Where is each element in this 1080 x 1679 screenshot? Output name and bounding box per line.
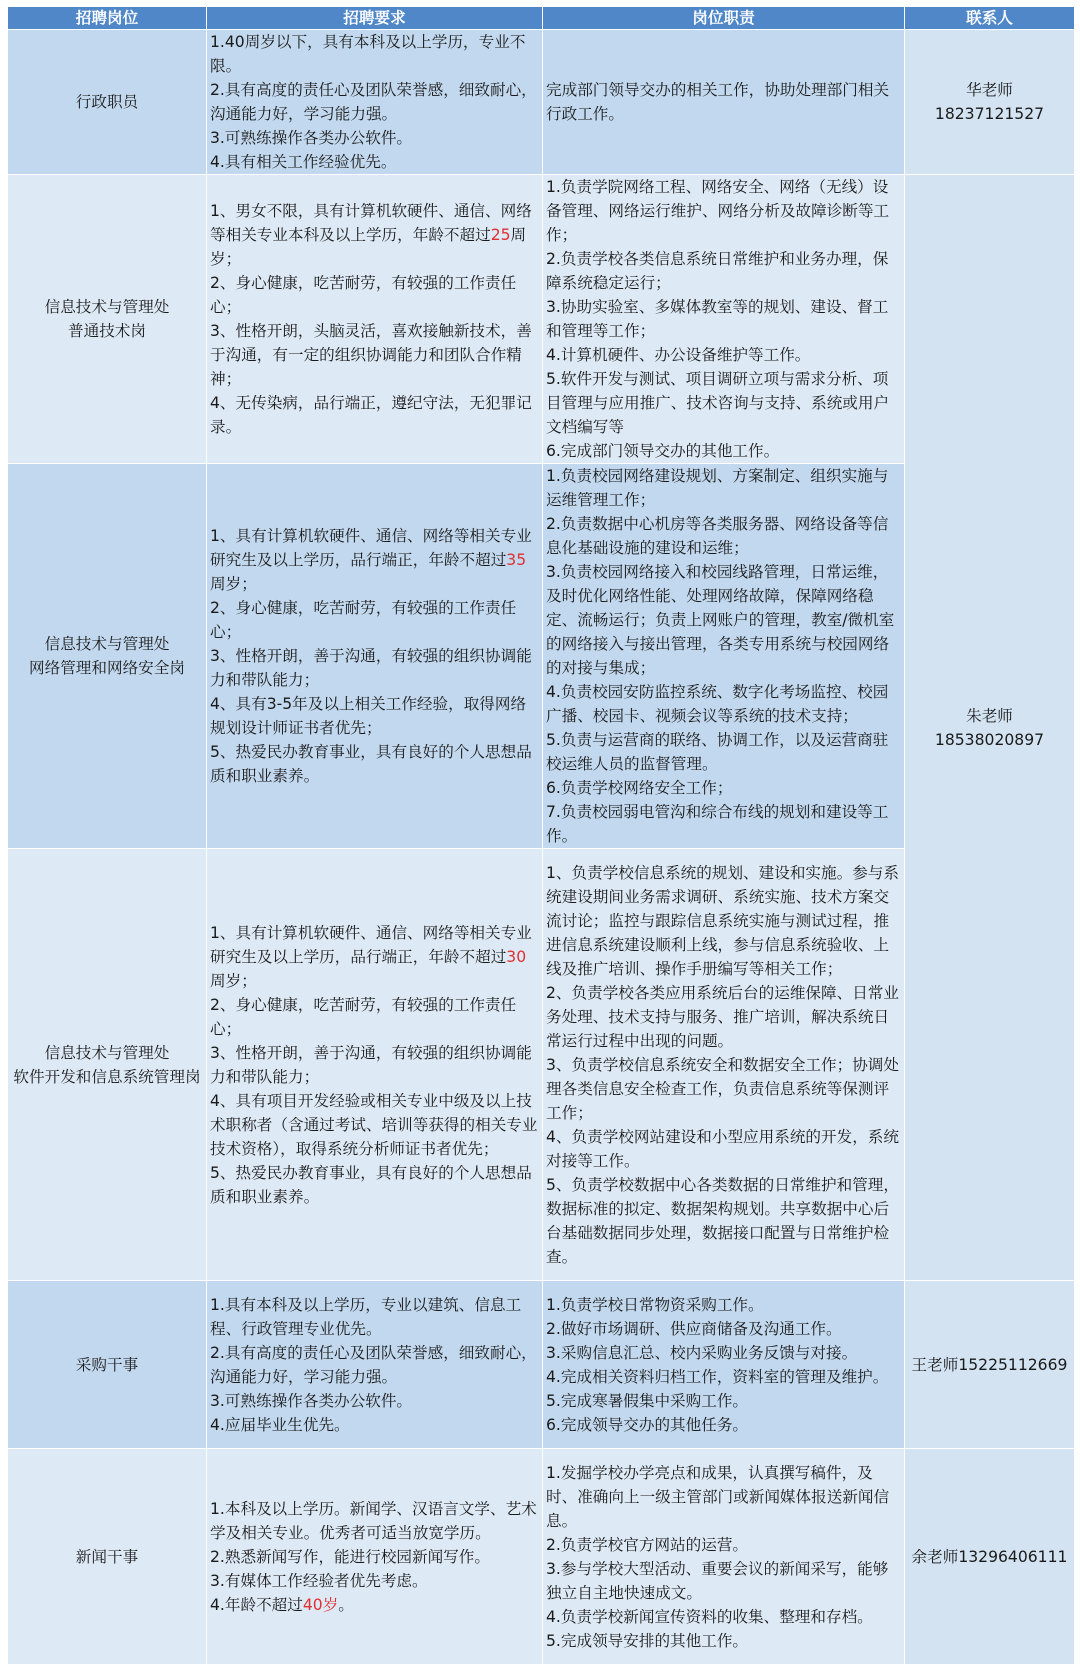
duties-line: 7.负责校园弱电管沟和综合布线的规划和建设等工作。: [546, 803, 889, 845]
requirements-line: [210, 524, 539, 596]
duties-line: 完成部门领导交办的相关工作，协助处理部门相关行政工作。: [546, 81, 890, 123]
requirements-line: 2.熟悉新闻写作，能进行校园新闻写作。: [210, 1547, 490, 1566]
requirements-line: 3、性格开朗，善于沟通，有较强的组织协调能力和带队能力；: [210, 647, 532, 689]
duties-cell: [543, 1449, 905, 1665]
duties-line: 6.完成部门领导交办的其他工作。: [546, 442, 780, 460]
requirements-cell: [207, 1449, 543, 1665]
duties-line: 3.参与学校大型活动、重要会议的新闻采写，能够独立自主地快速成文。: [546, 1559, 889, 1602]
duties-line: 1、负责学校信息系统的规划、建设和实施。参与系统建设期间业务需求调研、系统实施、技术方案交流讨论；监控与跟踪信息系统实施与测试过程，推进信息系统建设顺利上线，参与信息系统验收、上线及推广培训、操作手册编写等相关工作；: [546, 863, 899, 978]
requirement-text: 周岁；: [210, 226, 527, 268]
duties-cell: [543, 464, 905, 849]
recruitment-table: [7, 6, 1075, 1665]
header-position: 招聘岗位: [8, 7, 207, 30]
contact-cell: [905, 1449, 1075, 1665]
duties-line: 4、负责学校网站建设和小型应用系统的开发，系统对接等工作。: [546, 1127, 899, 1170]
position-line: 网络管理和网络安全岗: [29, 659, 185, 677]
table-row: [8, 175, 1075, 464]
requirement-text: 1、具有计算机软硬件、通信、网络等相关专业研究生及以上学历，品行端正，年龄不超过: [210, 923, 532, 966]
contact-line: 18237121527: [934, 105, 1045, 123]
requirements-cell: [207, 30, 543, 175]
requirements-line: 3.可熟练操作各类办公软件。: [210, 129, 413, 147]
duties-line: 5.完成领导安排的其他工作。: [546, 1631, 749, 1650]
requirements-line: 4.具有相关工作经验优先。: [210, 153, 397, 171]
header-requirements: 招聘要求: [207, 7, 543, 30]
contact-line: 华老师: [966, 81, 1013, 99]
requirements-line: 3、性格开朗，善于沟通，有较强的组织协调能力和带队能力；: [210, 1043, 532, 1086]
duties-line: 5.负责与运营商的联络、协调工作，以及运营商驻校运维人员的监督管理。: [546, 731, 889, 773]
position-line: 信息技术与管理处: [44, 635, 170, 653]
requirements-cell: [207, 849, 543, 1281]
requirements-line: 2、身心健康，吃苦耐劳，有较强的工作责任心；: [210, 995, 517, 1038]
requirement-text: 。: [338, 1595, 354, 1614]
duties-line: 6.负责学校网络安全工作；: [546, 779, 733, 797]
contact-line: 朱老师: [966, 706, 1013, 725]
requirement-text: 4.年龄不超过: [210, 1595, 303, 1614]
requirement-text: 周岁；: [210, 971, 257, 990]
requirements-line: 3.可熟练操作各类办公软件。: [210, 1391, 413, 1410]
duties-line: 4.完成相关资料归档工作，资料室的管理及维护。: [546, 1367, 889, 1386]
duties-cell: [543, 849, 905, 1281]
duties-line: 2.负责学校各类信息系统日常维护和业务办理，保障系统稳定运行；: [546, 250, 889, 292]
requirements-cell: [207, 175, 543, 464]
table-row: [8, 1281, 1075, 1449]
requirement-text: 1、具有计算机软硬件、通信、网络等相关专业研究生及以上学历，品行端正，年龄不超过: [210, 527, 532, 569]
requirements-line: [210, 921, 539, 993]
duties-line: 3.负责校园网络接入和校园线路管理，日常运维，及时优化网络性能、处理网络故障，保障网络稳定、流畅运行；负责上网账户的管理，教室/微机室的网络接入与接出管理，各类专用系统与校园网络的对接与集成；: [546, 563, 895, 677]
requirement-text: 1、男女不限，具有计算机软硬件、通信、网络等相关专业本科及以上学历，年龄不超过: [210, 202, 532, 244]
position-line: 行政职员: [75, 93, 139, 111]
requirements-line: 4、无传染病，品行端正，遵纪守法，无犯罪记录。: [210, 394, 532, 436]
position-line: 信息技术与管理处: [44, 1043, 170, 1062]
requirements-line: 3、性格开朗，头脑灵活，喜欢接触新技术，善于沟通，有一定的组织协调能力和团队合作精神；: [210, 322, 532, 388]
requirements-line: 1.具有本科及以上学历，专业以建筑、信息工程、行政管理专业优先。: [210, 1295, 522, 1338]
duties-line: 2.做好市场调研、供应商储备及沟通工作。: [546, 1319, 842, 1338]
requirements-line: 2、身心健康，吃苦耐劳，有较强的工作责任心；: [210, 274, 517, 316]
duties-line: 2.负责数据中心机房等各类服务器、网络设备等信息化基础设施的建设和运维；: [546, 515, 889, 557]
contact-cell: [905, 1281, 1075, 1449]
highlighted-age: 40岁: [302, 1595, 339, 1614]
duties-line: 3.采购信息汇总、校内采购业务反馈与对接。: [546, 1343, 858, 1362]
position-cell: [8, 175, 207, 464]
requirement-text: 周岁；: [210, 575, 257, 593]
duties-cell: [543, 30, 905, 175]
requirements-line: 4、具有项目开发经验或相关专业中级及以上技术职称者（含通过考试、培训等获得的相关专业技术资格），取得系统分析师证书者优先；: [210, 1091, 538, 1158]
duties-line: 5、负责学校数据中心各类数据的日常维护和管理，数据标准的拟定、数据架构规划。共享数据中心后台基础数据同步处理，数据接口配置与日常维护检查。: [546, 1175, 899, 1266]
position-line: 信息技术与管理处: [44, 298, 170, 316]
contact-cell: [905, 175, 1075, 1281]
position-line: 普通技术岗: [68, 322, 146, 340]
requirements-line: 1.本科及以上学历。新闻学、汉语言文学、艺术学及相关专业。优秀者可适当放宽学历。: [210, 1499, 537, 1542]
requirements-line: 2.具有高度的责任心及团队荣誉感，细致耐心，沟通能力好，学习能力强。: [210, 81, 537, 123]
contact-cell: [905, 30, 1075, 175]
requirements-line: 4、具有3-5年及以上相关工作经验，取得网络规划设计师证书者优先；: [210, 695, 527, 737]
position-cell: [8, 30, 207, 175]
duties-line: 1.负责校园网络建设规划、方案制定、组织实施与运维管理工作；: [546, 467, 889, 509]
table-row: [8, 30, 1075, 175]
highlighted-age: 30: [506, 947, 527, 966]
requirements-line: 2.具有高度的责任心及团队荣誉感，细致耐心，沟通能力好，学习能力强。: [210, 1343, 537, 1386]
position-cell: [8, 1281, 207, 1449]
requirements-cell: [207, 1281, 543, 1449]
requirements-line: 4.应届毕业生优先。: [210, 1415, 350, 1434]
position-cell: [8, 464, 207, 849]
duties-cell: [543, 175, 905, 464]
duties-line: 6.完成领导交办的其他任务。: [546, 1415, 749, 1434]
duties-line: 3、负责学校信息系统安全和数据安全工作；协调处理各类信息安全检查工作，负责信息系统等保测评工作；: [546, 1055, 899, 1122]
position-line: 新闻干事: [75, 1547, 139, 1566]
duties-line: 1.负责学院网络工程、网络安全、网络（无线）设备管理、网络运行维护、网络分析及故障诊断等工作；: [546, 178, 890, 244]
duties-line: 3.协助实验室、多媒体教室等的规划、建设、督工和管理等工作；: [546, 298, 889, 340]
position-line: 采购干事: [75, 1355, 139, 1374]
highlighted-age: 25: [490, 226, 511, 244]
duties-line: 4.负责学校新闻宣传资料的收集、整理和存档。: [546, 1607, 873, 1626]
contact-line: 18538020897: [934, 730, 1045, 749]
requirements-line: [210, 1593, 539, 1617]
duties-cell: [543, 1281, 905, 1449]
position-cell: [8, 849, 207, 1281]
header-duties: 岗位职责: [543, 7, 905, 30]
duties-line: 1.负责学校日常物资采购工作。: [546, 1295, 764, 1314]
requirements-line: [210, 199, 539, 271]
requirements-line: 2、身心健康，吃苦耐劳，有较强的工作责任心；: [210, 599, 517, 641]
requirements-line: 1.40周岁以下，具有本科及以上学历，专业不限。: [210, 33, 526, 75]
requirements-cell: [207, 464, 543, 849]
contact-line: 王老师15225112669: [911, 1355, 1068, 1374]
position-cell: [8, 1449, 207, 1665]
duties-line: 2.负责学校官方网站的运营。: [546, 1535, 749, 1554]
requirements-line: 5、热爱民办教育事业，具有良好的个人思想品质和职业素养。: [210, 743, 532, 785]
duties-line: 5.软件开发与测试、项目调研立项与需求分析、项目管理与应用推广、技术咨询与支持、系统或用户文档编写等: [546, 370, 890, 436]
requirements-line: 5、热爱民办教育事业，具有良好的个人思想品质和职业素养。: [210, 1163, 532, 1206]
duties-line: 1.发掘学校办学亮点和成果，认真撰写稿件，及时、准确向上一级主管部门或新闻媒体报送新闻信息。: [546, 1463, 890, 1530]
duties-line: 4.负责校园安防监控系统、数字化考场监控、校园广播、校园卡、视频会议等系统的技术支持；: [546, 683, 889, 725]
requirements-line: 3.有媒体工作经验者优先考虑。: [210, 1571, 428, 1590]
duties-line: 4.计算机硬件、办公设备维护等工作。: [546, 346, 811, 364]
position-line: 软件开发和信息系统管理岗: [13, 1067, 201, 1086]
header-row: [8, 7, 1075, 30]
duties-line: 5.完成寒暑假集中采购工作。: [546, 1391, 749, 1410]
duties-line: 2、负责学校各类应用系统后台的运维保障、日常业务处理、技术支持与服务、推广培训，解决系统日常运行过程中出现的问题。: [546, 983, 899, 1050]
highlighted-age: 35: [506, 551, 527, 569]
header-contact: 联系人: [905, 7, 1075, 30]
table-row: [8, 1449, 1075, 1665]
contact-line: 余老师13296406111: [911, 1547, 1068, 1566]
